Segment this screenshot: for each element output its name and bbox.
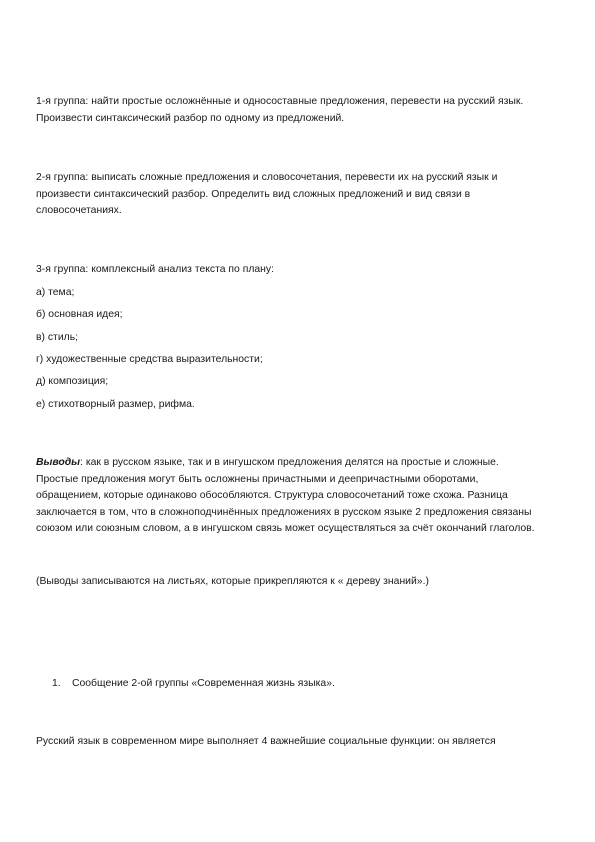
group1-line: 1-я группа: найти простые осложнённые и односоставные предложения, перевести на русский язык. xyxy=(36,96,524,107)
conclusions-line: союзом или союзным словом, а в ингушском связь может осуществляться за счёт окончаний глаголов. xyxy=(36,523,535,534)
list-number: 1. xyxy=(52,678,61,689)
last-paragraph: Русский язык в современном мире выполняет 4 важнейшие социальные функции: он является xyxy=(36,736,496,747)
list-item-text: Сообщение 2-ой группы «Современная жизнь языка». xyxy=(72,678,335,689)
plan-item: а) тема; xyxy=(36,287,75,298)
note-paragraph: (Выводы записываются на листьях, которые прикрепляются к « дереву знаний».) xyxy=(36,576,429,587)
numbered-list-item xyxy=(0,676,595,692)
group2-line: словосочетаниях. xyxy=(36,205,122,216)
conclusions-label: Выводы xyxy=(36,457,81,468)
conclusions-first-line xyxy=(36,455,556,472)
plan-item: в) стиль; xyxy=(36,332,78,343)
plan-item: г) художественные средства выразительности; xyxy=(36,354,263,365)
conclusions-line: Простые предложения могут быть осложнены причастными и деепричастными оборотами, xyxy=(36,473,479,485)
group2-task xyxy=(36,170,556,220)
group2-line: 2-я группа: выписать сложные предложения и словосочетания, перевести их на русский язык и xyxy=(36,172,498,183)
conclusions-line: заключается в том, что в сложноподчинённых предложениях в русском языке 2 предложения связаны xyxy=(36,506,532,518)
group3-intro: 3-я группа: комплексный анализ текста по плану: xyxy=(36,264,274,275)
conclusions-line: обращением, которые одинаково обособляются. Структура словосочетаний тоже схожа. Разница xyxy=(36,490,508,501)
plan-item: д) композиция; xyxy=(36,376,109,387)
group1-task xyxy=(36,94,556,127)
plan-item: е) стихотворный размер, рифма. xyxy=(36,399,195,410)
group1-line: Произвести синтаксический разбор по одному из предложений. xyxy=(36,112,345,124)
conclusions-first-line-text: : как в русском языке, так и в ингушском предложения делятся на простые и сложные. xyxy=(80,457,499,468)
group2-line: произвести синтаксический разбор. Определить вид сложных предложений и вид связи в xyxy=(36,188,471,200)
plan-item: б) основная идея; xyxy=(36,309,123,320)
conclusions-paragraph xyxy=(36,455,556,538)
